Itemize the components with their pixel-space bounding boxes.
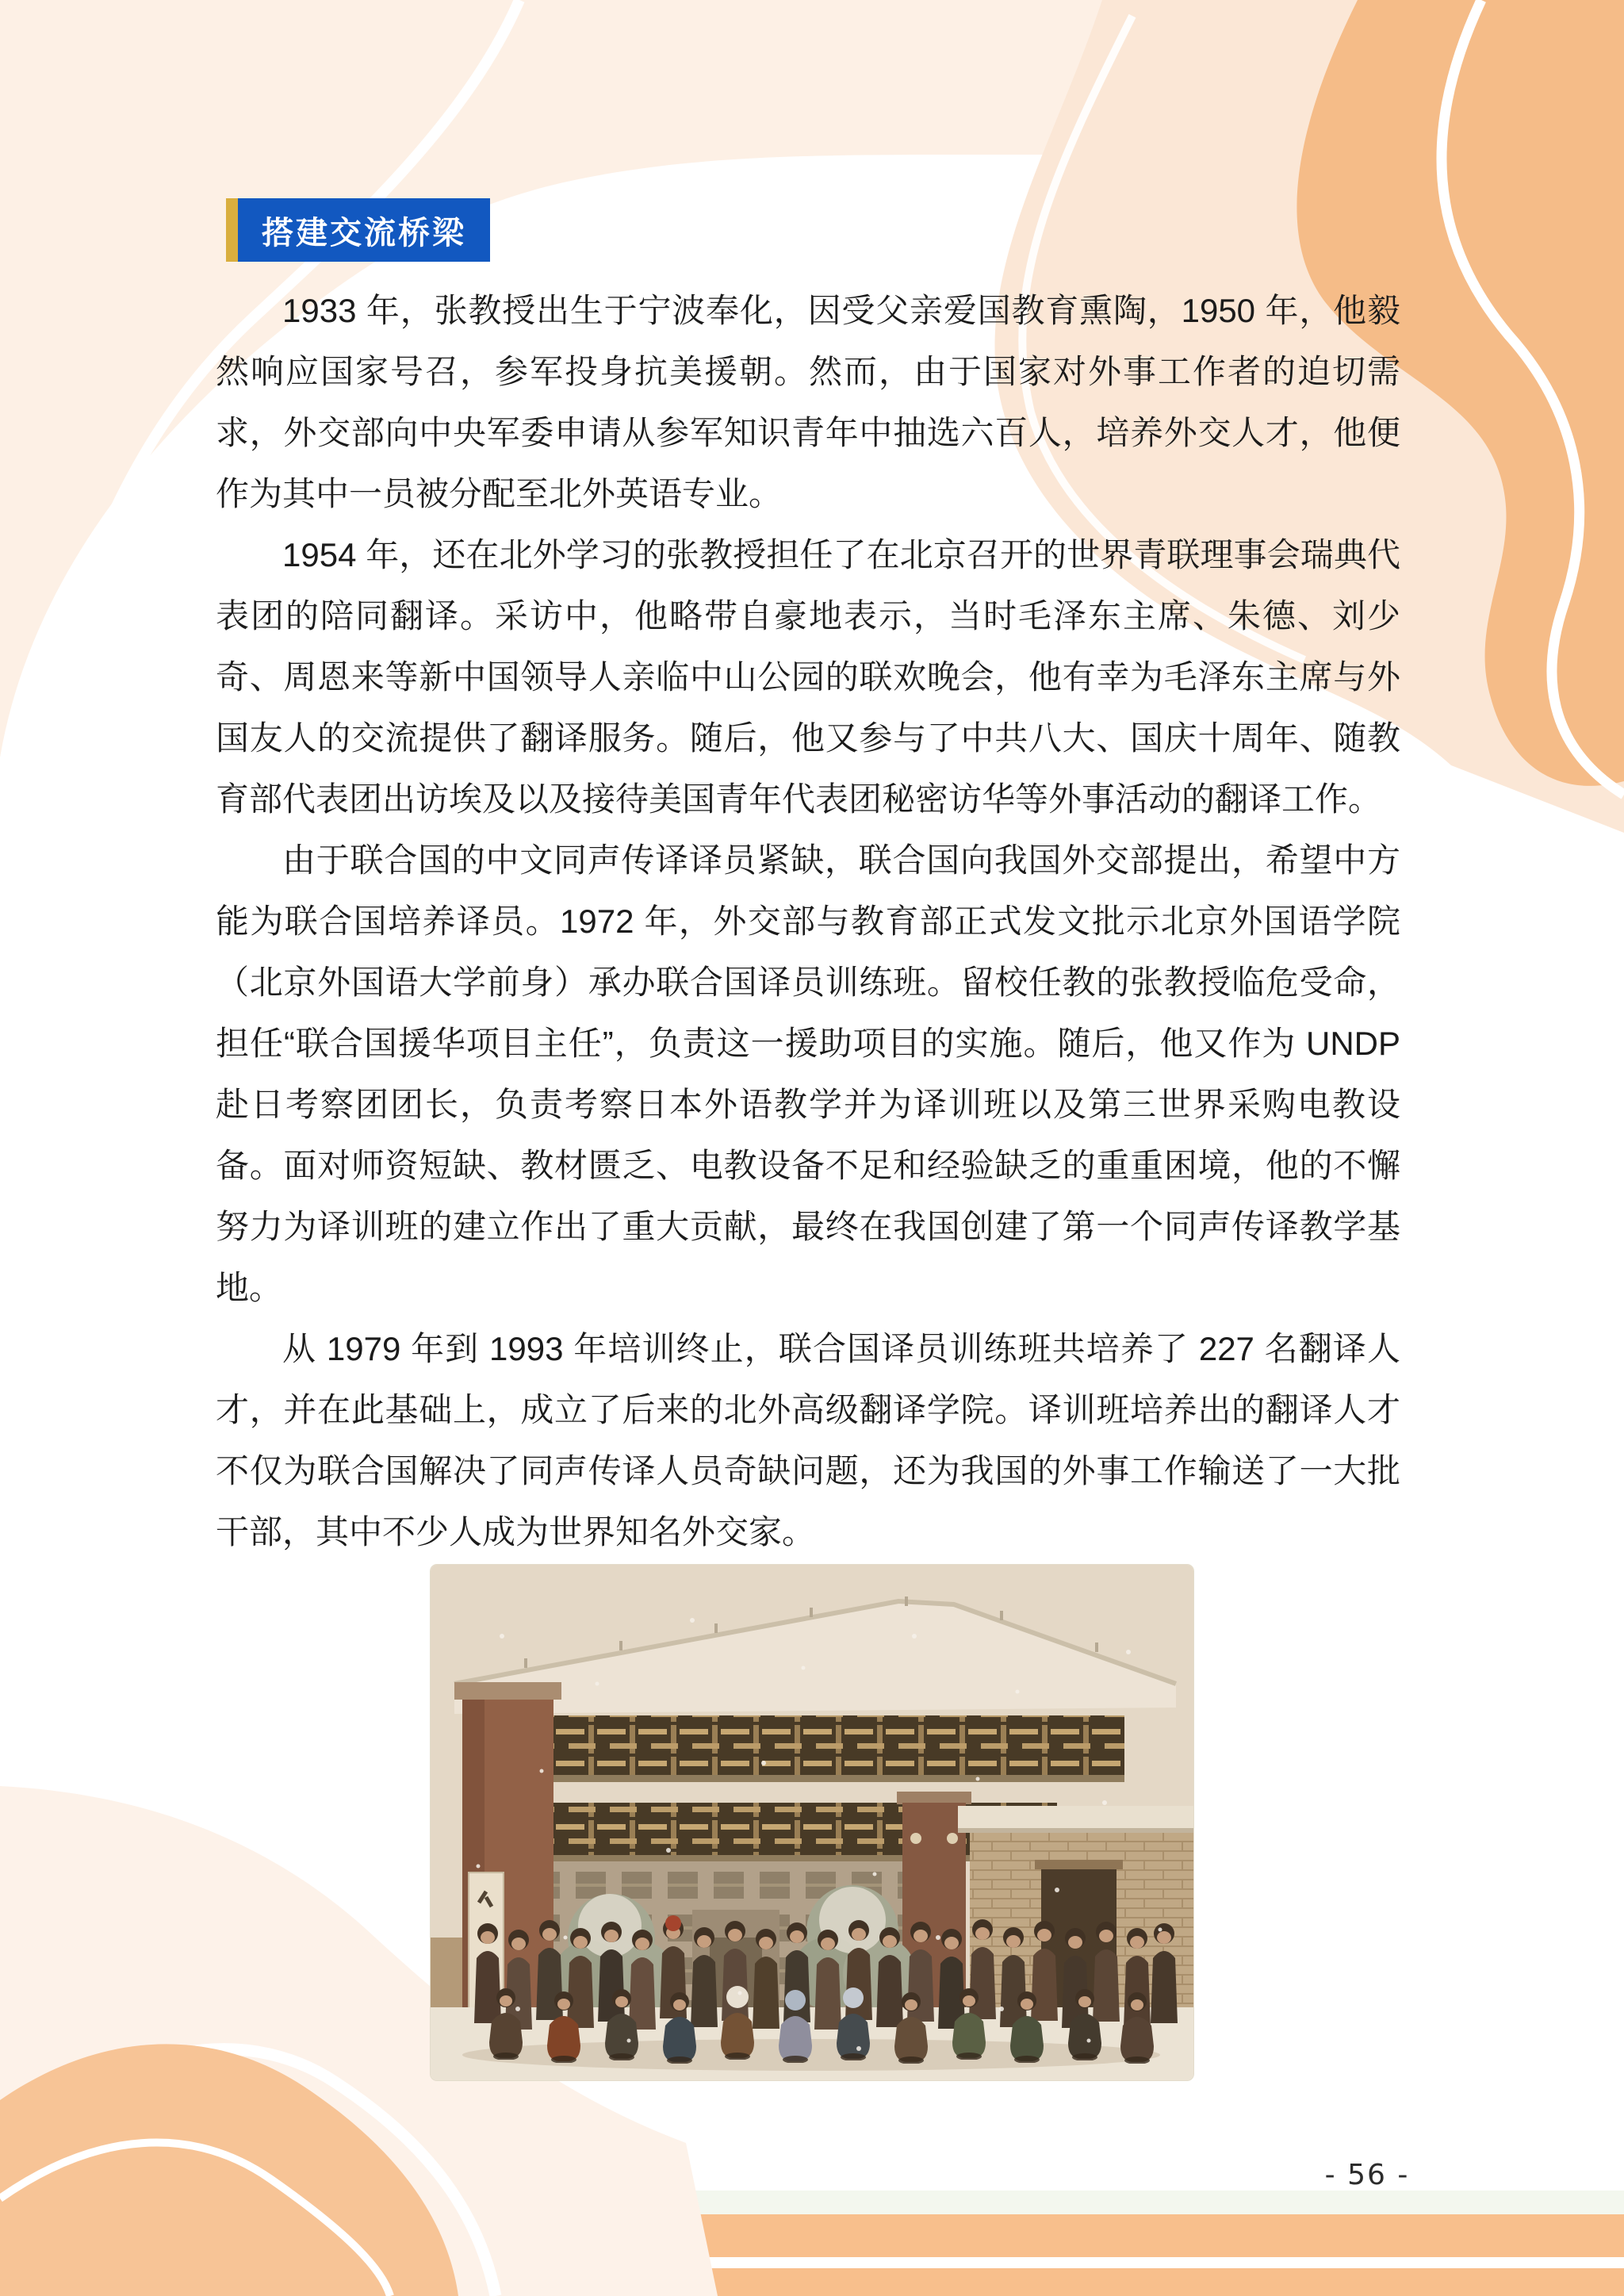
group-photo [431,1565,1193,2080]
body-paragraph: 由于联合国的中文同声传译译员紧缺，联合国向我国外交部提出，希望中方能为联合国培养译员。1972 年，外交部与教育部正式发文批示北京外国语学院（北京外国语大学前身）承办联合国译员训练班。留校任教的张教授临危受命，担任“联合国援华项目主任”，负责这一援助项目的实施。随后，他又作为 UNDP 赴日考察团团长，负责考察日本外语教学并为译训班以及第三世界采购电教设备。面对师资短缺、教材匮乏、电教设备不足和经验缺乏的重重困境，他的不懈努力为译训班的建立作出了重大贡献，最终在我国创建了第一个同声传译教学基地。 [216,841,1400,1306]
body-paragraph: 1933 年，张教授出生于宁波奉化，因受父亲爱国教育熏陶，1950 年，他毅然响应国家号召，参军投身抗美援朝。然而，由于国家对外事工作者的迫切需求，外交部向中央军委申请从参军知识青年中抽选六百人，培养外交人才，他便作为其中一员被分配至北外英语专业。 [216,292,1400,512]
article-body [216,280,1400,1562]
badge-accent-bar [226,198,238,262]
body-paragraph: 1954 年，还在北外学习的张教授担任了在北京召开的世界青联理事会瑞典代表团的陪同翻译。采访中，他略带自豪地表示，当时毛泽东主席、朱德、刘少奇、周恩来等新中国领导人亲临中山公园的联欢晚会，他有幸为毛泽东主席与外国友人的交流提供了翻译服务。随后，他又参与了中共八大、国庆十周年、随教育部代表团出访埃及以及接待美国青年代表团秘密访华等外事活动的翻译工作。 [216,536,1400,818]
body-paragraph: 从 1979 年到 1993 年培训终止，联合国译员训练班共培养了 227 名翻译人才，并在此基础上，成立了后来的北外高级翻译学院。译训班培养出的翻译人才不仅为联合国解决了同声传译人员奇缺问题，还为我国的外事工作输送了一大批干部，其中不少人成为世界知名外交家。 [216,1330,1400,1550]
section-badge [226,198,490,262]
badge-label: 搭建交流桥梁 [238,198,490,262]
page-number: - 56 - [1324,2159,1410,2191]
